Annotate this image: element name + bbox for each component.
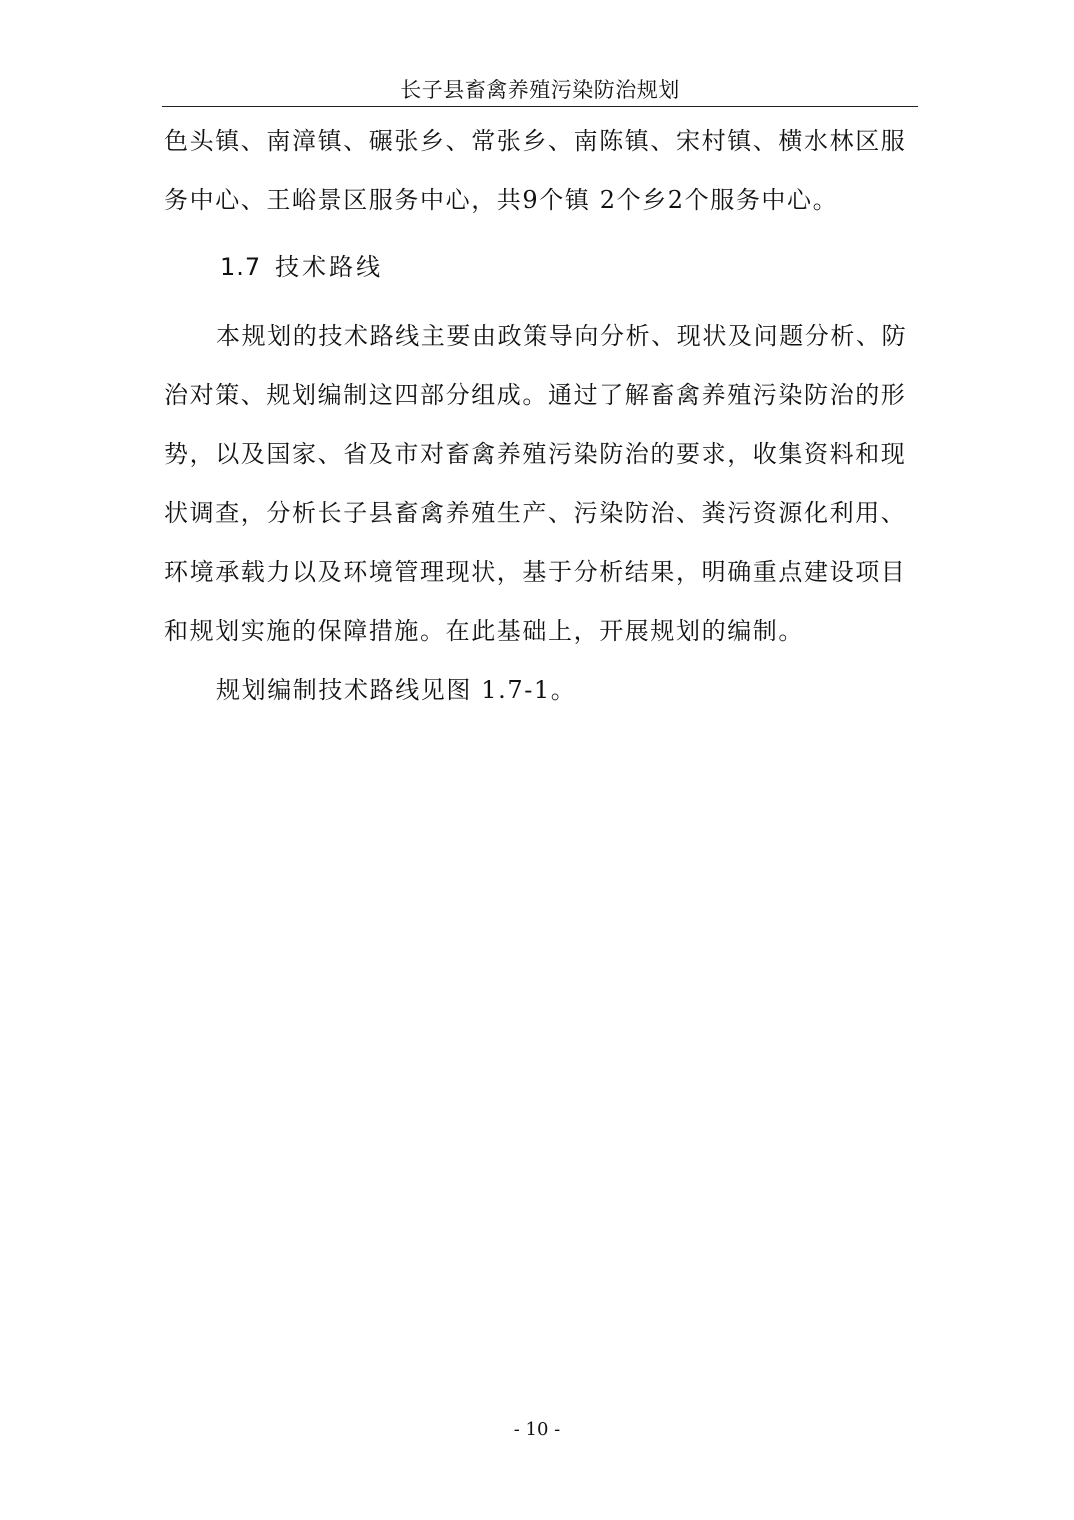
section-heading xyxy=(164,238,918,297)
paragraph-technical-route: 本规划的技术路线主要由政策导向分析、现状及问题分析、防治对策、规划编制这四部分组成。通过了解畜禽养殖污染防治的形势，以及国家、省及市对畜禽养殖污染防治的要求，收集资料和现状调查，分析长子县畜禽养殖生产、污染防治、粪污资源化利用、环境承载力以及环境管理现状，基于分析结果，明确重点建设项目和规划实施的保障措施。在此基础上，开展规划的编制。 xyxy=(164,322,908,645)
running-header: 长子县畜禽养殖污染防治规划 xyxy=(400,78,680,102)
page-number: - 10 - xyxy=(513,1419,561,1440)
header-rule xyxy=(162,106,918,107)
section-title: 技术路线 xyxy=(275,253,384,281)
paragraph-continuation: 色头镇、南漳镇、碾张乡、常张乡、南陈镇、宋村镇、横水林区服务中心、王峪景区服务中心，共9个镇 2个乡2个服务中心。 xyxy=(164,127,907,214)
paragraph-figure-reference: 规划编制技术路线见图 1.7-1。 xyxy=(216,676,577,704)
section-number: 1.7 xyxy=(220,253,262,281)
body-text xyxy=(164,112,918,720)
